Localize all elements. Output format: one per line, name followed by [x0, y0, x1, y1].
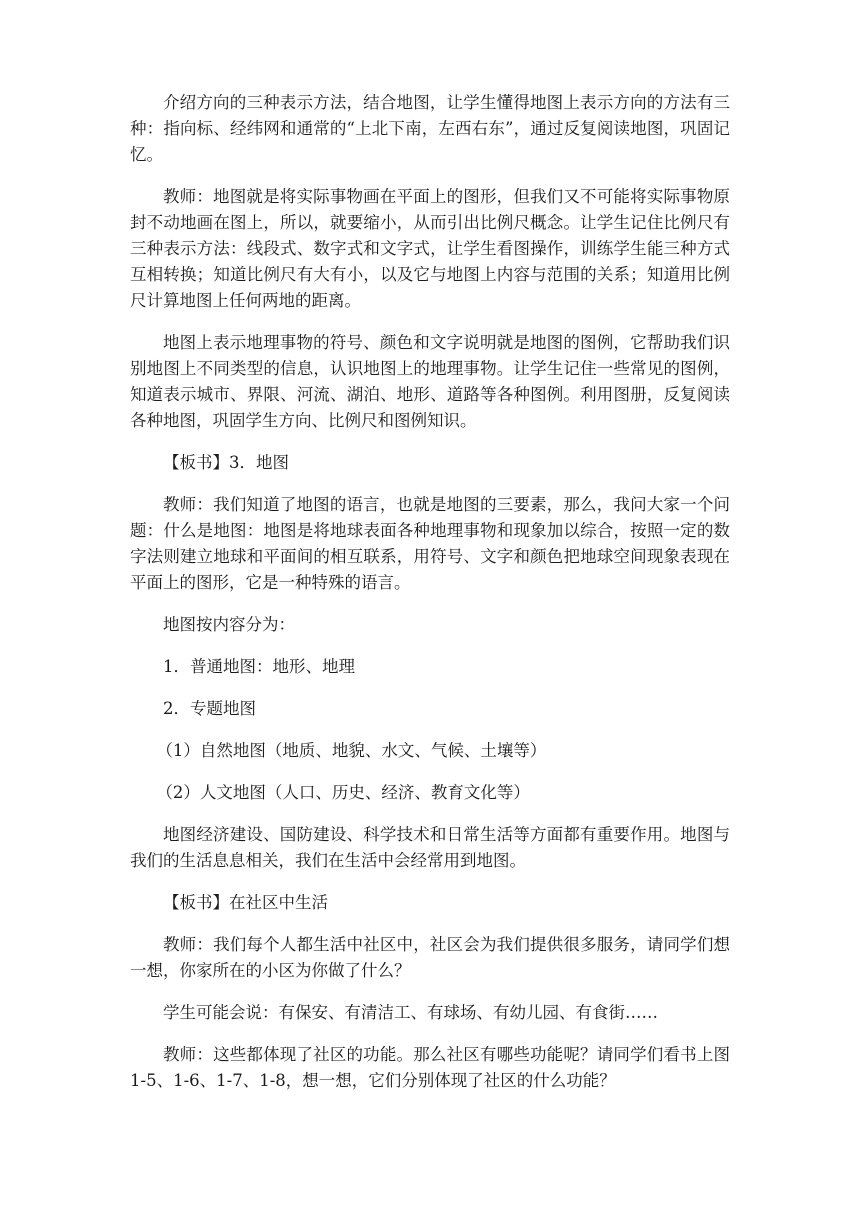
list-item-natural-map: （1）自然地图（地质、地貌、水文、气候、土壤等） — [156, 741, 547, 760]
board-heading-community: 【板书】在社区中生活 — [163, 893, 328, 912]
paragraph-community-functions: 教师：这些都体现了社区的功能。那么社区有哪些功能呢？请同学们看书上图 1-5、1-6、1-7、1-8，想一想，它们分别体现了社区的什么功能？ — [130, 1045, 730, 1090]
list-item-thematic-map: 2．专题地图 — [163, 699, 256, 718]
paragraph-direction-methods: 介绍方向的三种表示方法，结合地图，让学生懂得地图上表示方向的方法有三种：指向标、经纬网和通常的“上北下南，左西右东”，通过反复阅读地图，巩固记忆。 — [130, 93, 730, 164]
board-heading-map: 【板书】3．地图 — [163, 453, 289, 472]
paragraph-legend: 地图上表示地理事物的符号、颜色和文字说明就是地图的图例，它帮助我们识别地图上不同类型的信息，认识地图上的地理事物。让学生记住一些常见的图例，知道表示城市、界限、河流、湖泊、地形、道路等各种图例。利用图册，反复阅读各种地图，巩固学生方向、比例尺和图例知识。 — [130, 333, 730, 430]
paragraph-map-categories: 地图按内容分为： — [163, 615, 295, 634]
paragraph-student-answer: 学生可能会说：有保安、有清洁工、有球场、有幼儿园、有食街…… — [163, 1003, 658, 1022]
paragraph-community-question: 教师：我们每个人都生活中社区中，社区会为我们提供很多服务，请同学们想一想，你家所在的小区为你做了什么？ — [130, 935, 730, 980]
paragraph-map-uses: 地图经济建设、国防建设、科学技术和日常生活等方面都有重要作用。地图与我们的生活息息相关，我们在生活中会经常用到地图。 — [130, 825, 730, 870]
list-item-general-map: 1．普通地图：地形、地理 — [163, 657, 355, 676]
paragraph-scale: 教师：地图就是将实际事物画在平面上的图形，但我们又不可能将实际事物原封不动地画在图上，所以，就要缩小，从而引出比例尺概念。让学生记住比例尺有三种表示方法：线段式、数字式和文字式，让学生看图操作，训练学生能三种方式互相转换；知道比例尺有大有小，以及它与地图上内容与范围的关系；知道用比例尺计算地图上任何两地的距离。 — [130, 187, 730, 310]
list-item-human-map: （2）人文地图（人口、历史、经济、教育文化等） — [156, 783, 530, 802]
paragraph-what-is-map: 教师：我们知道了地图的语言，也就是地图的三要素，那么，我问大家一个问题：什么是地图：地图是将地球表面各种地理事物和现象加以综合，按照一定的数字法则建立地球和平面间的相互联系，用符号、文字和颜色把地球空间现象表现在平面上的图形，它是一种特殊的语言。 — [130, 495, 730, 592]
